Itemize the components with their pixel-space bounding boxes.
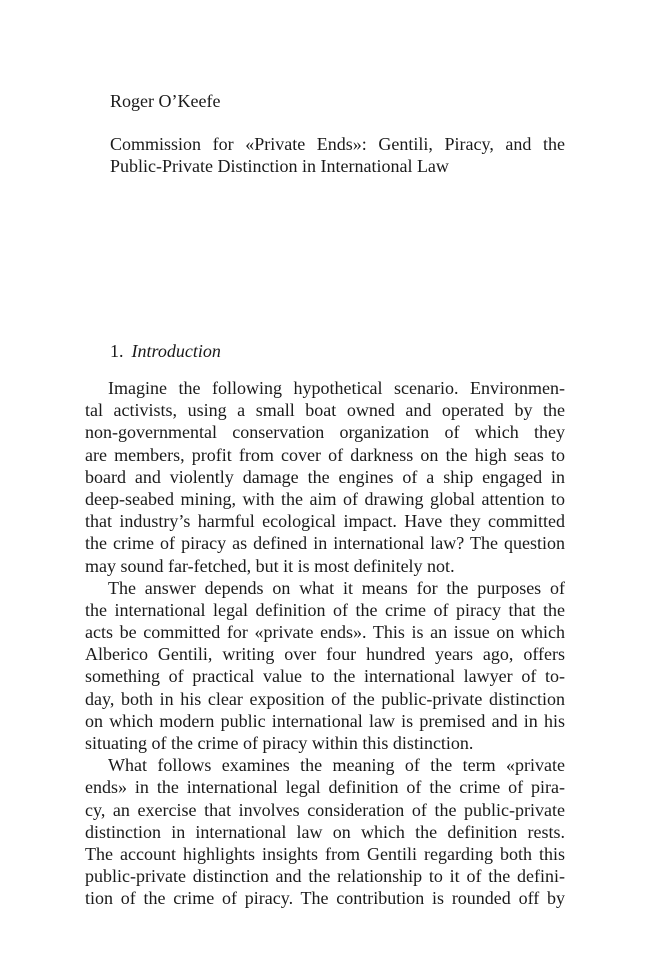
section-number: 1. xyxy=(110,341,124,361)
body-line: the international legal definition of the crime of piracy that the xyxy=(85,599,565,620)
body-line: situating of the crime of piracy within this distinction. xyxy=(85,733,474,753)
body-line: The answer depends on what it means for the purposes of xyxy=(108,577,565,598)
chapter-title: Commission for «Private Ends»: Gentili, Piracy, and the Public-Private Distinction in International Law xyxy=(110,134,565,176)
body-line: public-private distinction and the relationship to it of the defini- xyxy=(85,866,565,887)
body-line: the crime of piracy as defined in international law? The question xyxy=(85,533,565,554)
body-line: day, both in his clear exposition of the public-private distinction xyxy=(85,688,565,709)
author-name: Roger O’Keefe xyxy=(110,91,221,111)
body-line: something of practical value to the international lawyer of to- xyxy=(85,666,565,687)
section-heading xyxy=(110,340,221,362)
body-line: are members, profit from cover of darkness on the high seas to xyxy=(85,444,565,465)
body-line: acts be committed for «private ends». This is an issue on which xyxy=(85,622,565,643)
body-line: may sound far-fetched, but it is most definitely not. xyxy=(85,555,455,576)
body-line: ends» in the international legal definition of the crime of pira- xyxy=(85,777,565,798)
body-line: on which modern public international law is premised and in his xyxy=(85,710,565,731)
body-line: tion of the crime of piracy. The contribution is rounded off by xyxy=(85,888,565,909)
body-line: cy, an exercise that involves consideration of the public-private xyxy=(85,799,565,820)
body-line: Alberico Gentili, writing over four hundred years ago, offers xyxy=(85,644,565,665)
section-title: Introduction xyxy=(131,341,221,361)
body-line: What follows examines the meaning of the term «private xyxy=(108,755,565,776)
body-line: Imagine the following hypothetical scenario. Environmen- xyxy=(108,378,565,398)
body-line: tal activists, using a small boat owned and operated by the xyxy=(85,400,565,421)
body-line: that industry’s harmful ecological impact. Have they committed xyxy=(85,511,565,532)
body-line: The account highlights insights from Gentili regarding both this xyxy=(85,843,565,864)
body-text xyxy=(85,377,565,910)
body-line: distinction in international law on which the definition rests. xyxy=(85,821,565,842)
body-line: board and violently damage the engines of a ship engaged in xyxy=(85,466,565,487)
body-line: non-governmental conservation organization of which they xyxy=(85,422,565,443)
body-line: deep-seabed mining, with the aim of drawing global attention to xyxy=(85,488,565,509)
